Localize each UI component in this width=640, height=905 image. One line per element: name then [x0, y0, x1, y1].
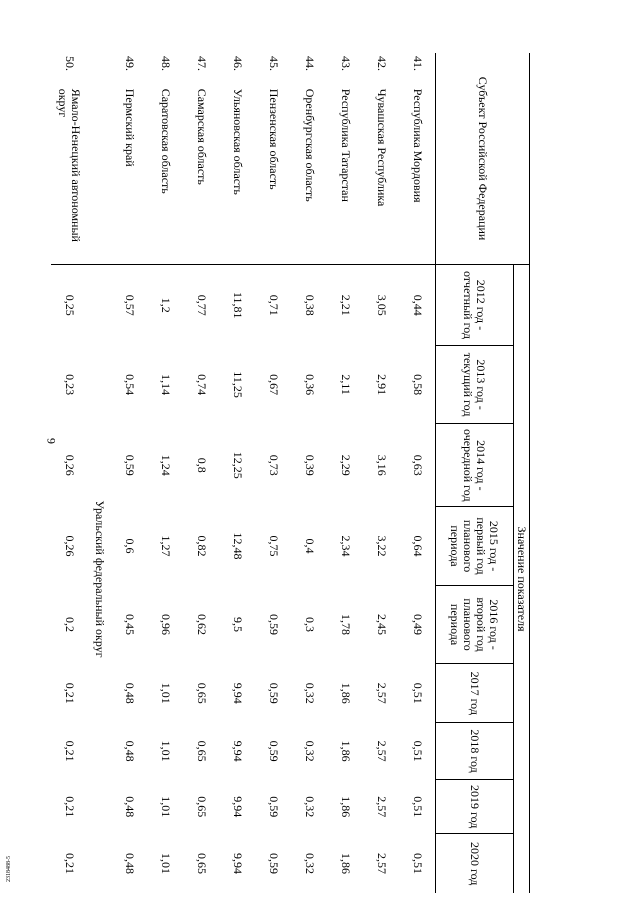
value-cell: 0,44 [400, 265, 436, 346]
value-cell: 0,59 [267, 682, 281, 704]
row-number: 45. [267, 56, 281, 71]
value-cell: 2,29 [339, 454, 353, 476]
year-header: 2014 год - очередной год [436, 424, 514, 507]
value-cell: 2,57 [375, 682, 389, 704]
value-cell: 0,26 [63, 454, 77, 476]
value-cell: 0,74 [195, 374, 209, 396]
value-cell: 0,73 [267, 454, 281, 476]
value-cell: 11,81 [220, 265, 256, 346]
value-cell: 0,32 [303, 740, 317, 762]
value-cell: 0,48 [123, 796, 137, 818]
year-header: 2013 год - текущий год [436, 345, 514, 424]
table-row [364, 53, 400, 893]
value-cell: 9,94 [231, 682, 245, 704]
value-cell: 3,16 [375, 454, 389, 476]
value-cell: 1,86 [339, 740, 353, 762]
value-cell: 0,21 [63, 682, 77, 704]
value-cell: 0,2 [63, 617, 77, 633]
subject-name: Саратовская область [159, 88, 173, 194]
value-cell: 0,65 [195, 852, 209, 874]
value-cell: 0,21 [63, 796, 77, 818]
value-cell: 1,01 [159, 682, 173, 704]
value-cell: 0,57 [112, 265, 148, 346]
table-row [220, 53, 256, 893]
value-cell: 3,22 [375, 535, 389, 557]
year-header: 2019 год [436, 779, 514, 834]
value-cell: 0,67 [267, 374, 281, 396]
value-cell: 0,51 [410, 852, 425, 874]
value-cell: 0,3 [303, 617, 317, 633]
value-cell: 2,57 [375, 852, 389, 874]
value-cell: 9,94 [231, 796, 245, 818]
value-cell: 0,48 [123, 852, 137, 874]
row-number: 42. [375, 56, 389, 71]
table-row [52, 53, 88, 893]
subject-name: Ульяновская область [231, 88, 245, 195]
value-cell: 11,25 [231, 371, 245, 398]
value-cell: 0,49 [410, 614, 425, 636]
value-cell: 1,24 [159, 454, 173, 476]
value-cell: 0,58 [410, 374, 425, 396]
value-cell: 9,94 [231, 740, 245, 762]
indicator-table [52, 53, 531, 893]
subject-name: Республика Татарстан [339, 88, 353, 202]
value-cell: 0,48 [123, 740, 137, 762]
value-cell: 1,01 [159, 796, 173, 818]
subject-name: Республика Мордовия [410, 88, 425, 203]
subject-name: Чувашская Республика [375, 88, 389, 207]
value-cell: 0,26 [63, 535, 77, 557]
value-cell: 0,62 [195, 614, 209, 636]
subject-name: Ямало-Ненецкий автономный округ [56, 88, 84, 242]
value-cell: 0,21 [63, 740, 77, 762]
value-cell: 0,51 [410, 796, 425, 818]
year-header: 2018 год [436, 723, 514, 780]
value-cell: 0,54 [123, 374, 137, 396]
value-cell: 0,65 [195, 740, 209, 762]
row-number: 41. [410, 56, 425, 71]
value-cell: 0,23 [63, 374, 77, 396]
value-cell: 0,65 [195, 682, 209, 704]
value-cell: 0,64 [410, 535, 425, 557]
row-number: 46. [231, 56, 245, 71]
value-cell: 0,51 [410, 740, 425, 762]
table-row [292, 53, 328, 893]
value-cell: 12,25 [231, 451, 245, 479]
table-row [256, 53, 292, 893]
rotated-table-container [56, 53, 530, 893]
row-number: 47. [195, 56, 209, 71]
value-cell: 0,48 [123, 682, 137, 704]
value-cell: 1,01 [159, 852, 173, 874]
value-cell: 0,38 [292, 265, 328, 346]
subject-name: Пензенская область [267, 88, 281, 190]
value-cell: 0,51 [410, 682, 425, 704]
subject-name: Самарская область [195, 88, 209, 185]
value-cell: 0,32 [303, 852, 317, 874]
value-cell: 0,36 [303, 374, 317, 396]
district-row [88, 53, 112, 893]
value-cell: 0,45 [123, 614, 137, 636]
year-header: 2016 год - второй год планового периода [436, 585, 514, 664]
value-cell: 0,96 [159, 614, 173, 636]
year-header: 2012 год - отчетный год [436, 265, 514, 346]
value-cell: 9,5 [231, 617, 245, 633]
value-cell: 0,59 [123, 454, 137, 476]
row-number: 49. [123, 56, 137, 71]
value-cell: 0,25 [52, 265, 88, 346]
value-cell: 1,86 [339, 852, 353, 874]
value-cell: 0,59 [267, 614, 281, 636]
value-cell: 0,4 [303, 538, 317, 554]
value-cell: 2,21 [328, 265, 364, 346]
value-cell: 0,71 [256, 265, 292, 346]
row-number: 48. [159, 56, 173, 71]
district-heading: Уральский федеральный округ [88, 265, 112, 893]
value-cell: 0,39 [303, 454, 317, 476]
value-cell: 0,77 [184, 265, 220, 346]
subject-name: Пермский край [123, 88, 137, 167]
value-cell: 2,11 [339, 374, 353, 395]
value-cell: 0,82 [195, 535, 209, 557]
year-header: 2015 год - первый год планового периода [436, 507, 514, 586]
value-cell: 0,32 [303, 682, 317, 704]
row-number: 44. [303, 56, 317, 71]
value-cell: 2,91 [375, 374, 389, 396]
value-cell: 1,86 [339, 796, 353, 818]
value-cell: 2,57 [375, 796, 389, 818]
subject-name: Оренбургская область [303, 88, 317, 202]
table-row [328, 53, 364, 893]
value-cell: 0,6 [123, 538, 137, 554]
row-number: 50. [63, 56, 77, 71]
value-cell: 2,45 [375, 614, 389, 636]
value-cell: 0,21 [63, 852, 77, 874]
year-header: 2020 год [436, 834, 514, 893]
value-cell: 0,59 [267, 852, 281, 874]
value-cell: 1,86 [339, 682, 353, 704]
value-cell: 1,14 [159, 374, 173, 396]
indicator-group-header: Значение показателя [514, 265, 530, 893]
value-cell: 0,75 [267, 535, 281, 557]
value-cell: 12,48 [231, 532, 245, 560]
value-cell: 0,59 [267, 740, 281, 762]
value-cell: 0,8 [195, 457, 209, 473]
table-row [184, 53, 220, 893]
year-header: 2017 год [436, 664, 514, 723]
value-cell: 0,59 [267, 796, 281, 818]
value-cell: 2,34 [339, 535, 353, 557]
subject-header: Субъект Российской Федерации [436, 53, 530, 265]
value-cell: 9,94 [231, 852, 245, 874]
table-row [148, 53, 184, 893]
value-cell: 0,65 [195, 796, 209, 818]
page-number: 6 [44, 438, 58, 444]
document-code: 2318488-5 [6, 856, 12, 882]
value-cell: 1,2 [148, 265, 184, 346]
value-cell: 0,63 [410, 454, 425, 476]
value-cell: 1,78 [339, 614, 353, 636]
table-row [112, 53, 148, 893]
value-cell: 3,05 [364, 265, 400, 346]
value-cell: 1,01 [159, 740, 173, 762]
value-cell: 2,57 [375, 740, 389, 762]
value-cell: 1,27 [159, 535, 173, 557]
table-row [400, 53, 436, 893]
row-number: 43. [339, 56, 353, 71]
value-cell: 0,32 [303, 796, 317, 818]
